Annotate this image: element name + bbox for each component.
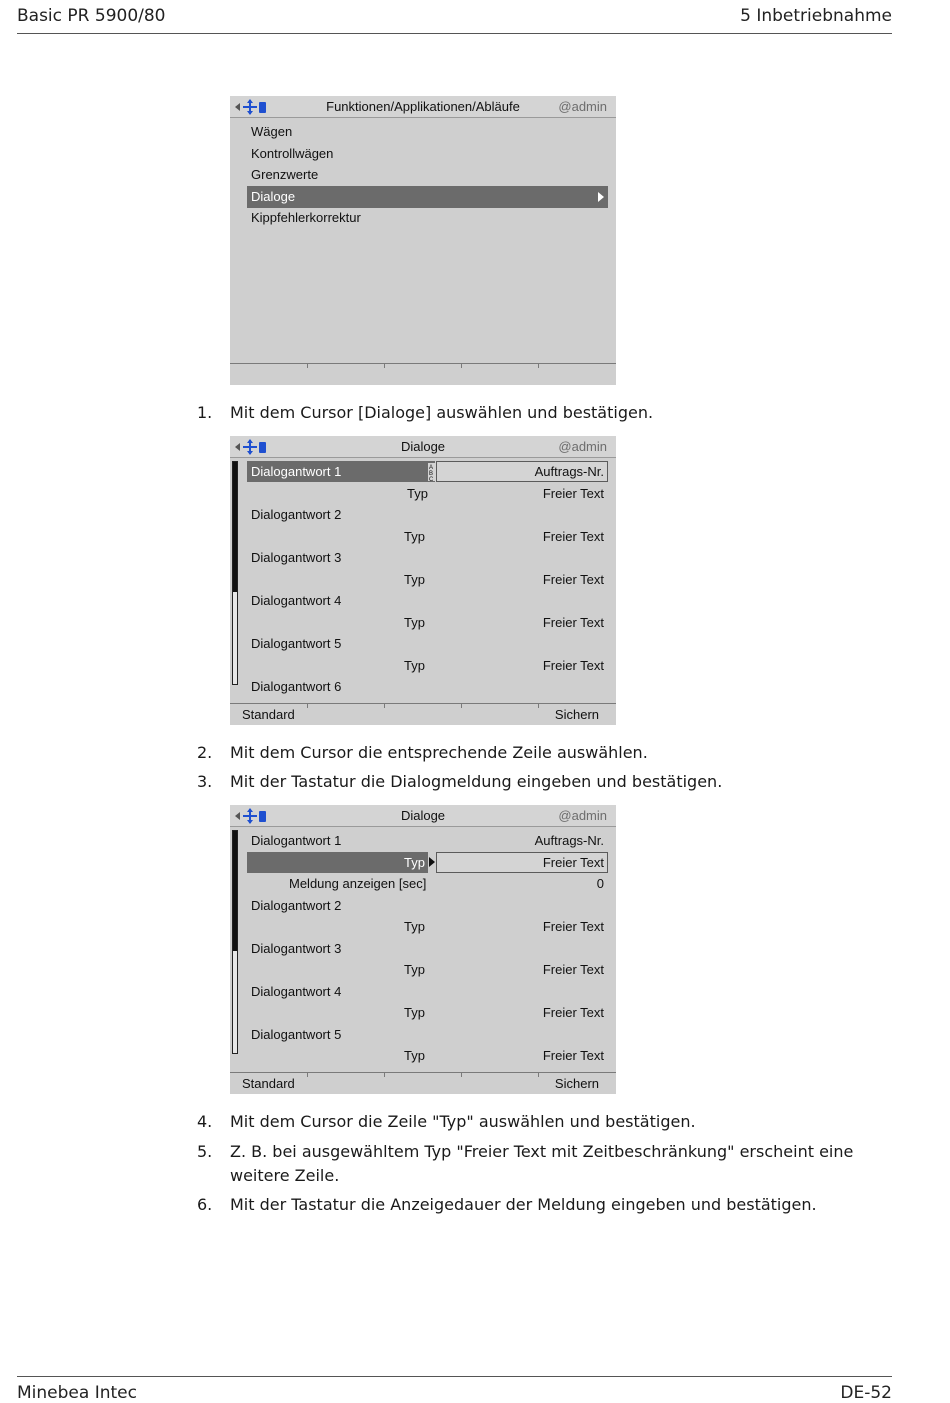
text-input-abc-icon <box>428 463 436 481</box>
save-softkey[interactable]: Sichern <box>554 1076 599 1091</box>
document-title: Basic PR 5900/80 <box>17 6 166 26</box>
screen-title: Dialoge <box>400 808 446 823</box>
list-item[interactable]: Dialogantwort 3 <box>251 550 342 565</box>
menu-item-grenzwerte[interactable]: Grenzwerte <box>251 167 319 182</box>
scrollbar[interactable] <box>232 461 238 685</box>
list-item[interactable]: Typ Freier Text <box>404 615 604 630</box>
list-item[interactable]: Typ Freier Text <box>404 919 604 934</box>
list-item[interactable]: Dialogantwort 4 <box>251 593 342 608</box>
user-label: @admin <box>558 439 607 454</box>
list-item[interactable]: Dialogantwort 1 Auftrags-Nr. <box>251 833 604 848</box>
softkey-bar <box>230 1072 616 1094</box>
menu-item-waegen[interactable]: Wägen <box>251 124 293 139</box>
page-header <box>17 6 892 34</box>
list-item[interactable]: Typ Freier Text <box>404 1005 604 1020</box>
list-item[interactable]: Typ Freier Text <box>404 572 604 587</box>
screen-dialoge-detail <box>230 805 616 1094</box>
submenu-arrow-icon <box>598 192 604 202</box>
menu-item-dialoge[interactable]: Dialoge <box>247 186 608 208</box>
screen-dialoge <box>230 436 616 725</box>
svg-text:C: C <box>429 477 434 481</box>
dropdown-arrow-icon <box>429 857 435 867</box>
scrollbar[interactable] <box>232 830 238 1054</box>
save-softkey[interactable]: Sichern <box>554 707 599 722</box>
svg-text:B: B <box>429 471 434 477</box>
screen-title: Dialoge <box>400 439 446 454</box>
list-item[interactable]: Dialogantwort 5 <box>251 636 342 651</box>
list-item[interactable]: Dialogantwort 1 A B C Auftrags-Nr. <box>247 461 608 482</box>
list-item[interactable]: Meldung anzeigen [sec] 0 <box>289 876 604 891</box>
list-item[interactable]: Dialogantwort 3 <box>251 941 342 956</box>
list-item[interactable]: Typ Freier Text <box>404 962 604 977</box>
standard-softkey[interactable]: Standard <box>242 1076 295 1091</box>
list-item[interactable]: Typ Freier Text <box>404 658 604 673</box>
user-label: @admin <box>558 808 607 823</box>
list-item[interactable]: Dialogantwort 6 <box>251 679 342 694</box>
company-name: Minebea Intec <box>17 1383 137 1403</box>
screen-title: Funktionen/Applikationen/Abläufe <box>326 99 520 114</box>
list-item[interactable]: Dialogantwort 4 <box>251 984 342 999</box>
screen-functions-menu <box>230 96 616 385</box>
softkey-bar <box>230 703 616 725</box>
svg-text:A: A <box>429 465 434 471</box>
menu-item-kontrollwaegen[interactable]: Kontrollwägen <box>251 146 334 161</box>
softkey-bar <box>230 363 616 385</box>
list-item[interactable]: Dialogantwort 2 <box>251 507 342 522</box>
list-item[interactable]: Typ Freier Text <box>404 529 604 544</box>
screen-title-bar <box>230 96 616 118</box>
list-item[interactable]: Dialogantwort 5 <box>251 1027 342 1042</box>
list-item[interactable]: Typ Freier Text <box>407 486 604 501</box>
screen-title-bar <box>230 436 616 458</box>
list-item[interactable]: Typ Freier Text <box>404 1048 604 1063</box>
user-label: @admin <box>558 99 607 114</box>
screen-title-bar <box>230 805 616 827</box>
menu-item-kippfehlerkorrektur[interactable]: Kippfehlerkorrektur <box>251 210 361 225</box>
standard-softkey[interactable]: Standard <box>242 707 295 722</box>
chapter-title: 5 Inbetriebnahme <box>740 6 892 26</box>
page-number: DE-52 <box>840 1383 892 1403</box>
list-item[interactable]: Typ Freier Text <box>247 852 608 873</box>
step-5: 5. Z. B. bei ausgewähltem Typ "Freier Text mit Zeitbeschränkung" erscheint eine weitere Zeile. <box>197 1142 854 1185</box>
page-footer <box>17 1376 892 1403</box>
list-item[interactable]: Dialogantwort 2 <box>251 898 342 913</box>
